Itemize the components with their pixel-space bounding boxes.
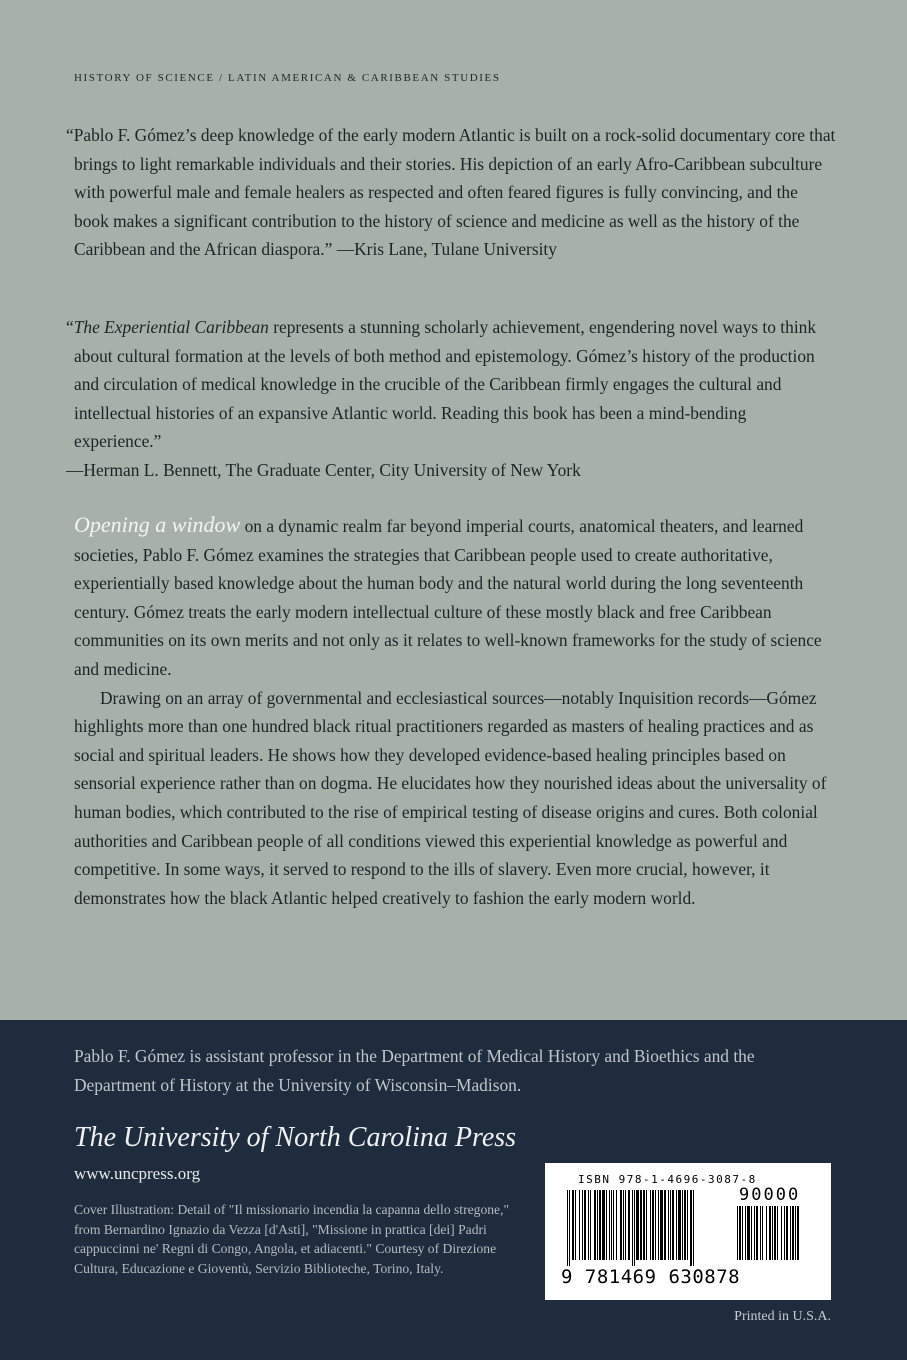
- barcode-bar: [772, 1206, 773, 1260]
- addon-barcode-bars: [737, 1206, 807, 1266]
- barcode-bar: [690, 1190, 692, 1266]
- barcode-bar: [567, 1190, 568, 1266]
- barcode-bar: [684, 1190, 686, 1260]
- barcode-bar: [636, 1190, 639, 1260]
- barcode-bar: [575, 1190, 576, 1260]
- isbn-number: ISBN 978-1-4696-3087-8: [578, 1173, 757, 1186]
- barcode-bar: [737, 1206, 738, 1260]
- barcode-bar: [655, 1190, 656, 1260]
- barcode-bar: [616, 1190, 617, 1260]
- publisher-url: www.uncpress.org: [74, 1164, 201, 1183]
- cover-illustration-credit: Cover Illustration: Detail of "Il missionario incendia la capanna dello stregone," from Bernardino Ignazio da Vezza [d'Asti], "Missione in prattica [dei] Padri cappuccinni ne' Regni di Congo, Angola, et adiacenti." Courtesy of Direzione Cultura, Educazione e Gioventù, Servizio Biblioteche, Torino, Italy.: [74, 1202, 510, 1276]
- barcode-bar: [643, 1190, 645, 1260]
- subject-category: HISTORY OF SCIENCE / LATIN AMERICAN & CARIBBEAN STUDIES: [74, 72, 501, 84]
- barcode-bar: [634, 1190, 635, 1266]
- description-paragraph: Drawing on an array of governmental and ecclesiastical sources—notably Inquisition records—Gómez highlights more than one hundred black ritual practitioners regarded as masters of healing practices and as social and spiritual leaders. He shows how they developed evidence-based healing principles based on sensorial experience rather than on dogma. He elucidates how they nourished ideas about the universality of human bodies, which contributed to the rise of empirical testing of disease origins and cures. Both colonial authorities and Caribbean people of all conditions viewed this experiential knowledge as powerful and competitive. In some ways, it served to respond to the ills of slavery. Even more crucial, however, it demonstrates how the black Atlantic helped creatively to fashion the early modern world.: [74, 687, 827, 908]
- barcode-bar: [646, 1190, 647, 1260]
- barcode-bar: [606, 1190, 607, 1260]
- barcode-bars: [567, 1190, 732, 1266]
- barcode-bar: [790, 1206, 791, 1260]
- quote-text: represents a stunning scholarly achievement, engendering novel ways to think about cultural formation at the levels of both method and epistemology. Gómez’s history of the production and circulation of medical knowledge in the crucible of the Caribbean firmly engages the cultural and intellectual histories of an expansive Atlantic world. Reading this book has been a mind-bending experience.”: [74, 317, 817, 452]
- endorsement-quote-lane: [66, 121, 836, 264]
- barcode-bar: [572, 1190, 574, 1260]
- barcode-bar: [678, 1190, 681, 1260]
- book-description: [74, 511, 834, 912]
- publisher-name: The University of North Carolina Press: [74, 1122, 517, 1153]
- barcode-bar: [599, 1190, 601, 1260]
- barcode-bar: [795, 1206, 796, 1260]
- barcode-bar: [670, 1190, 671, 1260]
- barcode-bar: [640, 1190, 642, 1260]
- barcode-bar: [590, 1190, 591, 1260]
- quote-open-mark: “: [66, 317, 74, 337]
- barcode-digits: 9 781469 630878: [561, 1266, 741, 1288]
- barcode-bar: [781, 1206, 782, 1260]
- barcode-bar: [687, 1190, 688, 1260]
- barcode-bar: [628, 1190, 630, 1260]
- barcode-bar: [786, 1206, 788, 1260]
- barcode-bar: [632, 1190, 633, 1266]
- barcode-bar: [745, 1206, 746, 1260]
- barcode-bar: [769, 1206, 771, 1260]
- barcode-bar: [597, 1190, 598, 1260]
- barcode-bar: [762, 1206, 763, 1260]
- barcode-bar: [660, 1190, 663, 1260]
- barcode-bar: [650, 1190, 651, 1260]
- barcode-bar: [742, 1206, 743, 1260]
- barcode-bar: [754, 1206, 755, 1260]
- endorsement-quote-bennett: [66, 313, 836, 485]
- barcode-bar: [784, 1206, 785, 1260]
- quote-attribution: —Kris Lane, Tulane University: [336, 239, 557, 260]
- quote-attribution: —Herman L. Bennett, The Graduate Center, City University of New York: [66, 459, 581, 480]
- back-cover-lower-panel: [0, 1020, 907, 1360]
- barcode-bar: [609, 1190, 610, 1260]
- barcode-bar: [693, 1190, 694, 1266]
- description-lead: Opening a window: [74, 512, 241, 537]
- barcode-bar: [579, 1190, 580, 1260]
- description-paragraph: Opening a window on a dynamic realm far beyond imperial courts, anatomical theaters, and learned societies, Pablo F. Gómez examines the strategies that Caribbean people used to create authoritative, experientially based knowledge about the human body and the natural world during the long seventeenth century. Gómez treats the early modern intellectual culture of these mostly black and free Caribbean communities on its own merits and not only as it relates to well-known frameworks for the study of science and medicine.: [74, 512, 822, 679]
- barcode-bar: [739, 1206, 741, 1260]
- barcode-bar: [672, 1190, 674, 1260]
- barcode-bar: [569, 1190, 570, 1266]
- barcode-bar: [594, 1190, 596, 1260]
- barcode-bar: [676, 1190, 677, 1260]
- barcode-bar: [747, 1206, 750, 1260]
- barcode-bar: [588, 1190, 589, 1260]
- barcode-bar: [751, 1206, 752, 1260]
- barcode-bar: [620, 1190, 622, 1260]
- barcode-bar: [682, 1190, 683, 1260]
- barcode-bar: [582, 1190, 583, 1260]
- barcode-bar: [774, 1206, 776, 1260]
- barcode-bar: [760, 1206, 761, 1260]
- barcode-bar: [613, 1190, 614, 1260]
- barcode-bar: [668, 1190, 669, 1260]
- barcode-bar: [797, 1206, 799, 1260]
- barcode-bar: [584, 1190, 586, 1260]
- barcode-bar: [611, 1190, 612, 1260]
- barcode-bar: [602, 1190, 605, 1260]
- barcode-bar: [766, 1206, 767, 1260]
- barcode-bar: [623, 1190, 624, 1260]
- barcode-bar: [664, 1190, 666, 1260]
- barcode-bar: [652, 1190, 654, 1260]
- quote-text: “Pablo F. Gómez’s deep knowledge of the early modern Atlantic is built on a rock-solid documentary core that brings to light remarkable individuals and their stories. His depiction of an early Afro-Caribbean subculture with powerful male and female healers as respected and often feared figures is fully convincing, and the book makes a significant contribution to the history of science and medicine as well as the history of the Caribbean and the African diaspora.”: [66, 125, 836, 260]
- book-title: The Experiential Caribbean: [73, 317, 269, 337]
- printed-in-note: Printed in U.S.A.: [734, 1309, 831, 1324]
- barcode-bar: [792, 1206, 794, 1260]
- barcode-bar: [777, 1206, 778, 1260]
- author-bio: Pablo F. Gómez is assistant professor in the Department of Medical History and Bioethics and the Department of History at the University of Wisconsin–Madison.: [74, 1046, 755, 1095]
- price-addon-digits: 90000: [739, 1185, 801, 1205]
- isbn-barcode: [545, 1163, 831, 1300]
- barcode-bar: [625, 1190, 626, 1260]
- barcode-bar: [756, 1206, 758, 1260]
- barcode-bar: [658, 1190, 659, 1260]
